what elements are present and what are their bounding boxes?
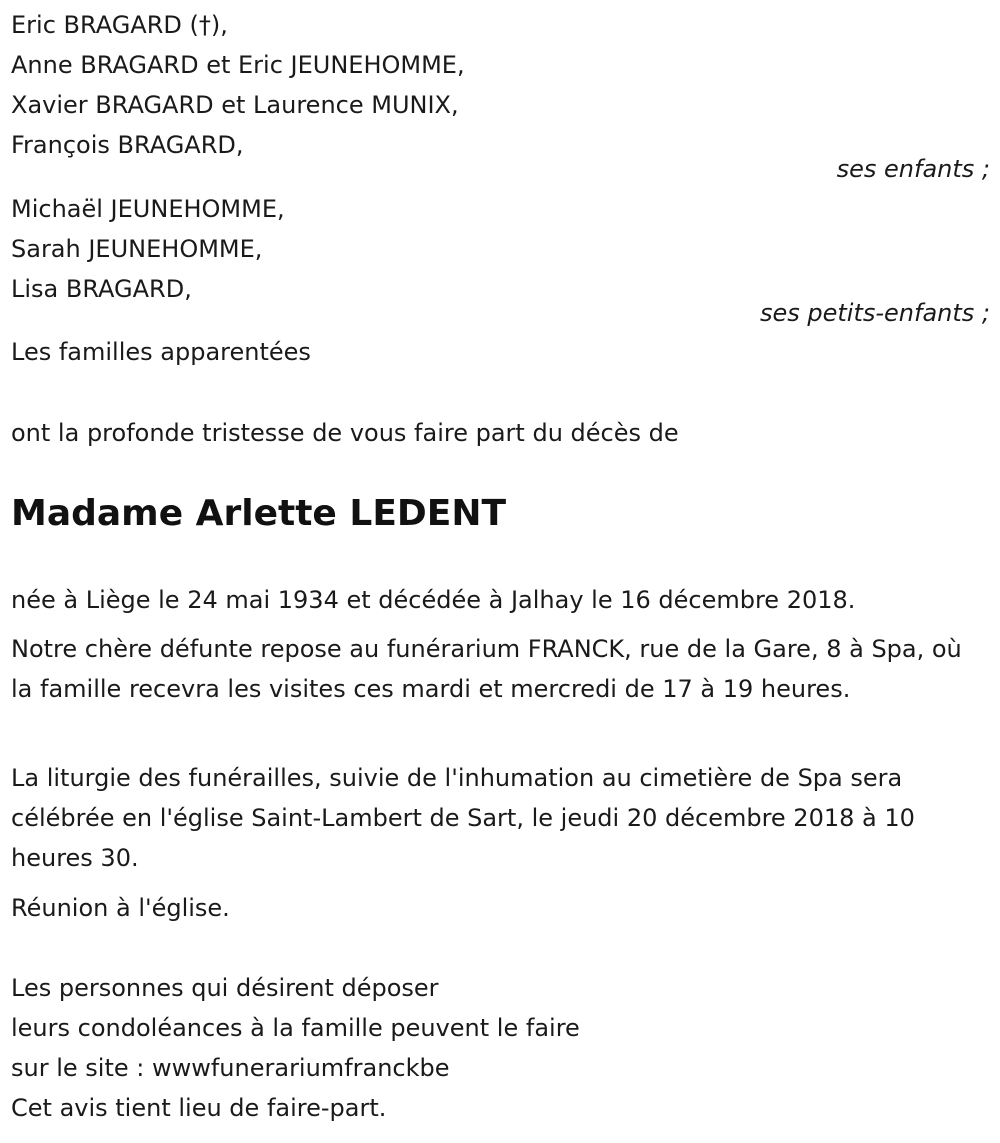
children-list [11, 5, 990, 165]
liturgy-info: La liturgie des funérailles, suivie de l'inhumation au cimetière de Spa sera célébrée en l'église Saint-Lambert de Sart, le jeudi 20 décembre 2018 à 10 heures 30. [11, 764, 915, 872]
grandchild-name: Sarah JEUNEHOMME, [11, 235, 263, 263]
condolences-line: leurs condoléances à la famille peuvent le faire [11, 1014, 580, 1042]
child-name: François BRAGARD, [11, 131, 244, 159]
announcement-line [11, 413, 990, 453]
birth-death-info: née à Liège le 24 mai 1934 et décédée à Jalhay le 16 décembre 2018. [11, 586, 856, 614]
grandchildren-role: ses petits-enfants ; [759, 299, 990, 327]
child-name: Xavier BRAGARD et Laurence MUNIX, [11, 91, 459, 119]
children-role: ses enfants ; [836, 155, 990, 183]
grandchild-name: Michaël JEUNEHOMME, [11, 195, 285, 223]
child-name: Anne BRAGARD et Eric JEUNEHOMME, [11, 51, 465, 79]
announcement-text: ont la profonde tristesse de vous faire part du décès de [11, 419, 679, 447]
child-name: Eric BRAGARD (†), [11, 11, 228, 39]
condolences-website-line: sur le site : wwwfunerariumfranckbe [11, 1054, 450, 1082]
meeting-info: Réunion à l'église. [11, 894, 230, 922]
grandchild-name: Lisa BRAGARD, [11, 275, 192, 303]
condolences-line: Les personnes qui désirent déposer [11, 974, 439, 1002]
condolences-block [11, 968, 990, 1128]
families-line [11, 332, 990, 372]
families-text: Les familles apparentées [11, 338, 311, 366]
visitation-info: Notre chère défunte repose au funérarium FRANCK, rue de la Gare, 8 à Spa, où la famille recevra les visites ces mardi et mercredi de 17 à 19 heures. [11, 635, 962, 703]
grandchildren-list [11, 189, 990, 309]
condolences-line: Cet avis tient lieu de faire-part. [11, 1094, 387, 1122]
deceased-name: Madame Arlette LEDENT [11, 493, 507, 534]
